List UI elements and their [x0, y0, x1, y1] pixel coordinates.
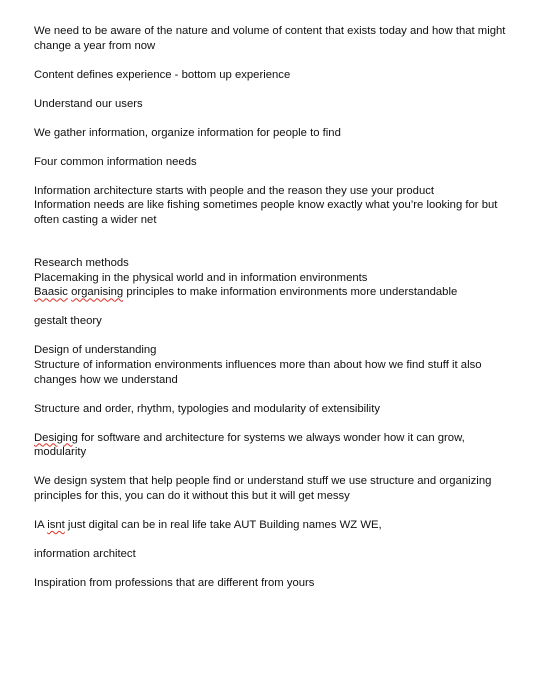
text-line	[34, 518, 524, 533]
text-line: often casting a wider net	[34, 213, 157, 226]
text-line: Structure of information environments influences more than about how we find stuff it also	[34, 359, 482, 372]
text-line: principles for this, you can do it without this but it will get messy	[34, 489, 350, 502]
document-body	[34, 24, 524, 605]
text-line: Research methods	[34, 257, 129, 270]
paragraph-gather-information	[34, 126, 524, 141]
text-line: Structure and order, rhythm, typologies and modularity of extensibility	[34, 402, 380, 415]
paragraph-designing-software	[34, 431, 524, 460]
paragraph-information-architect	[34, 547, 524, 562]
text-span: for software and architecture for systems we always wonder how it can grow,	[77, 431, 465, 444]
paragraph-information-needs	[34, 155, 524, 170]
paragraph-information-architecture	[34, 184, 524, 228]
text-line: Design of understanding	[34, 344, 157, 357]
text-span: just digital can be in real life take AUT Building names WZ WE,	[64, 518, 382, 531]
text-line: information architect	[34, 547, 136, 560]
misspelled-word: isnt	[47, 518, 65, 531]
paragraph-inspiration	[34, 576, 524, 591]
paragraph-ia-not-digital	[34, 518, 524, 533]
text-line: gestalt theory	[34, 315, 102, 328]
text-line	[34, 431, 524, 446]
text-line: We design system that help people find or understand stuff we use structure and organizing	[34, 475, 492, 488]
text-line: modularity	[34, 446, 87, 459]
paragraph-content-awareness	[34, 24, 524, 53]
text-line	[34, 285, 524, 300]
paragraph-structure-order	[34, 402, 524, 417]
text-line: Understand our users	[34, 97, 143, 110]
paragraph-content-defines-experience	[34, 68, 524, 83]
paragraph-design-system	[34, 474, 524, 503]
text-line: We need to be aware of the nature and volume of content that exists today and how that might	[34, 25, 506, 37]
text-line: Content defines experience - bottom up experience	[34, 68, 291, 81]
text-line: change a year from now	[34, 39, 156, 52]
paragraph-understand-users	[34, 97, 524, 112]
text-line: Information needs are like fishing sometimes people know exactly what you’re looking for but	[34, 199, 498, 212]
text-line: Four common information needs	[34, 155, 197, 168]
misspelled-word: organising	[71, 286, 124, 299]
paragraph-research-methods	[34, 256, 524, 300]
paragraph-design-of-understanding	[34, 343, 524, 387]
paragraph-gestalt	[34, 314, 524, 329]
misspelled-word: Desiging	[34, 431, 78, 444]
misspelled-word: Baasic	[34, 286, 68, 299]
text-span: IA	[34, 518, 48, 531]
text-line: Placemaking in the physical world and in information environments	[34, 271, 368, 284]
text-line: We gather information, organize information for people to find	[34, 126, 341, 139]
text-line: Inspiration from professions that are different from yours	[34, 576, 315, 589]
text-line: changes how we understand	[34, 373, 178, 386]
text-line: Information architecture starts with people and the reason they use your product	[34, 184, 435, 197]
text-span: principles to make information environments more understandable	[123, 286, 458, 299]
